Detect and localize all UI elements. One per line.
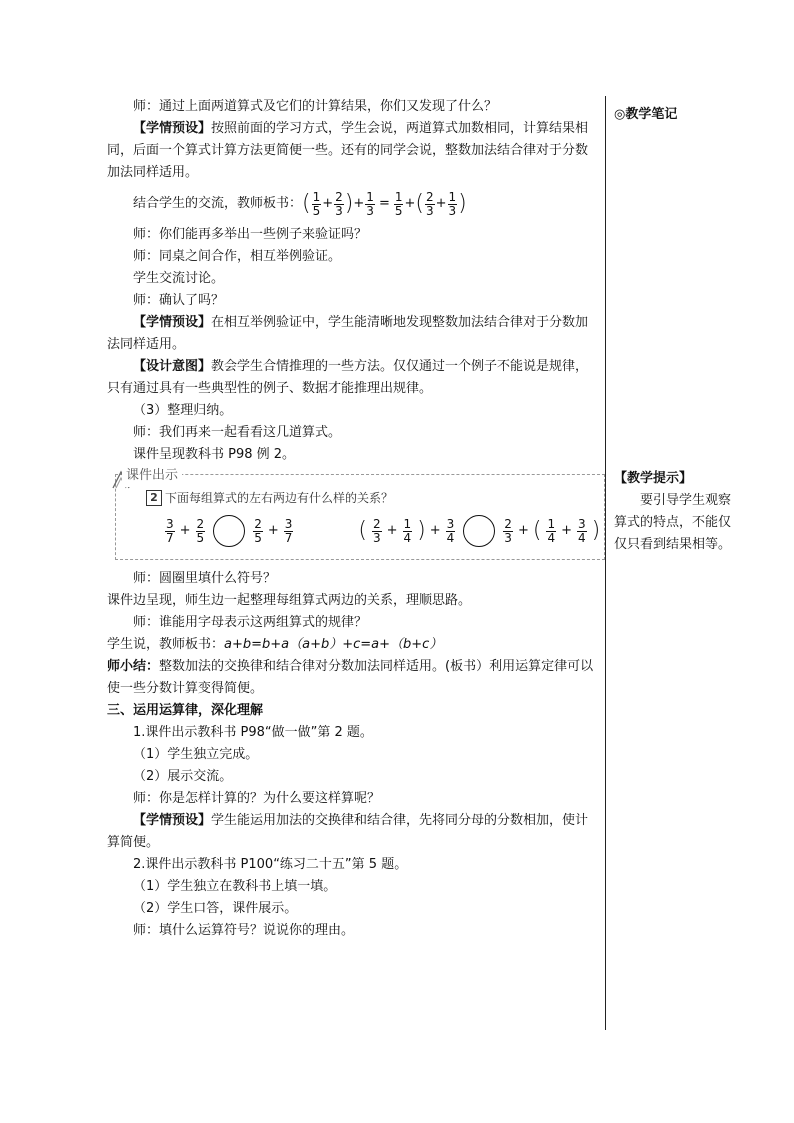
section-heading: 三、运用运算律，深化理解 <box>107 703 264 718</box>
fraction: $\frac{3}{4}$ <box>577 516 586 545</box>
operator: + <box>429 523 441 538</box>
text-line: 2.课件出示教科书 P100“练习二十五”第 5 题。 <box>133 857 408 872</box>
example-number: 2 <box>146 490 162 506</box>
paren: ) <box>417 518 426 543</box>
text-line: 师：谁能用字母表示这两组算式的规律？ <box>133 615 368 630</box>
fraction: $\frac{1}{3}$ <box>366 189 374 218</box>
courseware-box <box>115 468 605 560</box>
text-line: 师：填什么运算符号？说说你的理由。 <box>133 923 355 938</box>
text-line: （2）展示交流。 <box>133 769 233 784</box>
fraction: $\frac{1}{4}$ <box>403 516 412 545</box>
summary-label: 师小结： <box>107 659 160 674</box>
fraction: $\frac{2}{3}$ <box>372 516 381 545</box>
fraction: $\frac{2}{5}$ <box>196 516 205 545</box>
text-line: 师：我们再来一起看看这几道算式。 <box>133 425 342 440</box>
text-line: （2）学生口答，课件展示。 <box>133 901 298 916</box>
fraction: $\frac{1}{4}$ <box>547 516 556 545</box>
paragraph-text: 整数加法的交换律和结合律对分数加法同样适用。(板书）利用运算定律可以使一些分数计算变得简便。 <box>107 659 594 696</box>
tip-text: 要引导学生观察算式的特点，不能仅仅只看到结果相等。 <box>614 493 732 552</box>
paren: ( <box>415 191 424 216</box>
text-line: 师：确认了吗？ <box>133 293 225 308</box>
text-line: （1）学生独立完成。 <box>133 747 259 762</box>
text-paragraph <box>107 810 599 854</box>
letter-formula: a+b=b+a（a+b）+c=a+（b+c） <box>224 637 443 652</box>
text-line: 学生交流讨论。 <box>133 271 225 286</box>
text-line: 师：同桌之间合作，相互举例验证。 <box>133 249 342 264</box>
text-line: （3）整理归纳。 <box>133 403 233 418</box>
text-paragraph <box>107 356 599 400</box>
operator: + <box>517 523 529 538</box>
courseware-tag: 课件出示 <box>122 465 182 487</box>
text-paragraph <box>107 312 599 356</box>
text-line: 师：你们能再多举出一些例子来验证吗？ <box>133 227 368 242</box>
fraction: $\frac{2}{5}$ <box>254 516 262 545</box>
operator: + <box>179 523 191 538</box>
example-question <box>146 487 393 509</box>
operator: + <box>353 196 365 211</box>
text-line: （1）学生独立在教科书上填一填。 <box>133 879 337 894</box>
paragraph-text: 在相互举例验证中，学生能清晰地发现整数加法结合律对于分数加法同样适用。 <box>107 315 589 352</box>
operator: + <box>267 523 279 538</box>
answer-circle[interactable] <box>463 515 495 547</box>
paren: ( <box>358 518 367 543</box>
paren: ) <box>344 191 354 216</box>
tag-label: 【学情预设】 <box>133 315 212 330</box>
operator: + <box>386 523 398 538</box>
teaching-notes <box>614 104 784 126</box>
text-line: 1.课件出示教科书 P98“做一做”第 2 题。 <box>133 725 373 740</box>
text-line: 师：你是怎样计算的？为什么要这样算呢？ <box>133 791 381 806</box>
fraction: $\frac{1}{5}$ <box>312 189 321 218</box>
operator: + <box>561 523 572 538</box>
fraction: $\frac{2}{3}$ <box>425 189 434 218</box>
text-paragraph <box>107 656 599 700</box>
text-line: 师：通过上面两道算式及它们的计算结果，你们又发现了什么？ <box>133 99 498 114</box>
answer-circle[interactable] <box>213 515 245 547</box>
fraction: $\frac{2}{3}$ <box>504 516 512 545</box>
tag-label: 【设计意图】 <box>133 359 212 374</box>
tag-label: 【学情预设】 <box>133 121 212 136</box>
notes-title: ◎教学笔记 <box>614 107 678 122</box>
fraction: $\frac{1}{3}$ <box>448 189 457 218</box>
operator: + <box>435 196 447 211</box>
tip-title: 【教学提示】 <box>614 471 693 486</box>
line-prefix: 学生说，教师板书： <box>107 637 225 652</box>
text-line: 课件呈现教科书 P98 例 2。 <box>133 447 296 462</box>
fraction: $\frac{3}{7}$ <box>166 516 174 545</box>
operator: + <box>404 196 416 211</box>
column-divider <box>605 96 606 1030</box>
text-line <box>107 634 599 656</box>
formula-prefix: 结合学生的交流，教师板书： <box>133 196 303 211</box>
paren: ) <box>591 518 601 543</box>
text-paragraph <box>107 118 599 184</box>
main-content <box>107 96 599 942</box>
text-line: 课件边呈现，师生边一起整理每组算式两边的关系，理顺思路。 <box>107 593 472 608</box>
question-text: 下面每组算式的左右两边有什么样的关系？ <box>165 491 394 505</box>
fraction: $\frac{3}{4}$ <box>446 516 455 545</box>
paragraph-text: 教会学生合情推理的一些方法。仅仅通过一个例子不能说是规律，只有通过具有一些典型性的例子、数据才能推理出规律。 <box>107 359 589 396</box>
fraction: $\frac{2}{3}$ <box>335 189 343 218</box>
operator: = <box>378 196 390 211</box>
operator: + <box>322 196 334 211</box>
paragraph-text: 按照前面的学习方式，学生会说，两道算式加数相同，计算结果相同，后面一个算式计算方法更简便一些。还有的同学会说，整数加法结合律对于分数加法同样适用。 <box>107 121 589 180</box>
example-expressions <box>164 515 600 547</box>
fraction: $\frac{3}{7}$ <box>284 516 293 545</box>
tag-label: 【学情预设】 <box>133 813 212 828</box>
paren: ( <box>302 191 311 216</box>
teaching-tip <box>614 468 784 556</box>
paren: ) <box>458 191 467 216</box>
fraction: $\frac{1}{5}$ <box>394 189 403 218</box>
paren: ( <box>532 518 542 543</box>
text-line: 师：圆圈里填什么符号？ <box>133 571 277 586</box>
paragraph-text: 学生能运用加法的交换律和结合律，先将同分母的分数相加，使计算简便。 <box>107 813 589 850</box>
board-formula <box>107 184 599 224</box>
